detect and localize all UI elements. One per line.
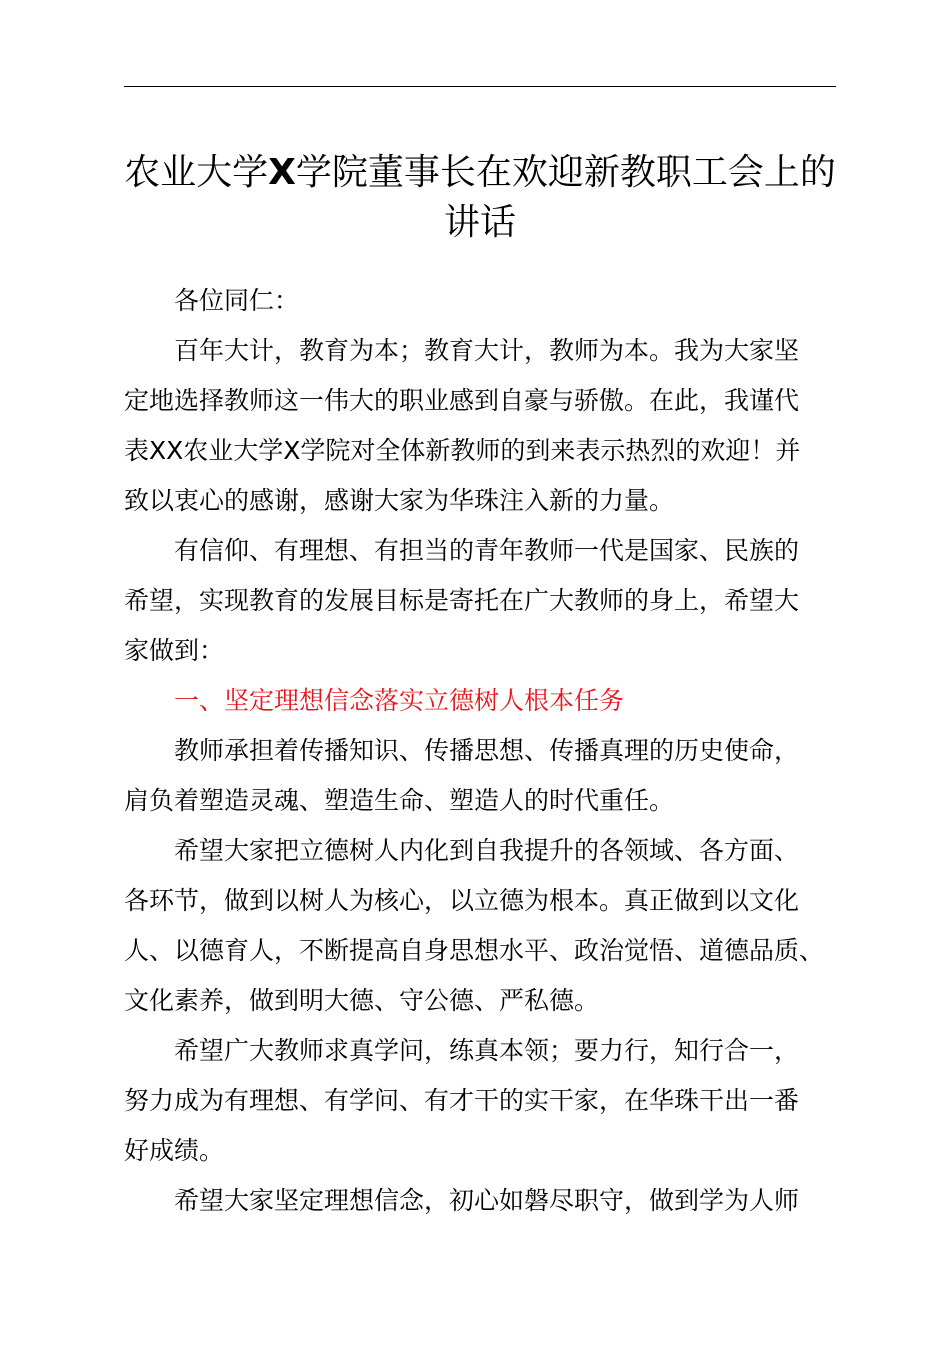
paragraph-4-line-1: 希望大家把立德树人内化到自我提升的各领域、各方面、 [174, 836, 800, 865]
title-text-part1: 农业大学 [124, 152, 269, 193]
paragraph-5-line-3: 好成绩。 [124, 1136, 225, 1165]
header-rule [124, 86, 836, 87]
paragraph-1-line-1: 百年大计，教育为本；教育大计，教师为本。我为大家坚 [174, 336, 800, 365]
paragraph-1-line-4: 致以衷心的感谢，感谢大家为华珠注入新的力量。 [124, 486, 675, 515]
paragraph-1-line-2: 定地选择教师这一伟大的职业感到自豪与骄傲。在此，我谨代 [124, 386, 800, 415]
paragraph-3-line-2: 肩负着塑造灵魂、塑造生命、塑造人的时代重任。 [124, 786, 675, 815]
paragraph-6-line-1: 希望大家坚定理想信念，初心如磐尽职守，做到学为人师 [174, 1186, 800, 1215]
paragraph-4-line-3: 人、以德育人，不断提高自身思想水平、政治觉悟、道德品质、 [124, 936, 825, 965]
title-text-part2: 学院董事长在欢迎新教职工会上的 [295, 152, 836, 193]
paragraph-4-line-2: 各环节，做到以树人为核心，以立德为根本。真正做到以文化 [124, 886, 800, 915]
paragraph-1-line-3: 表XX农业大学X学院对全体新教师的到来表示热烈的欢迎！并 [124, 436, 801, 465]
paragraph-2-line-1: 有信仰、有理想、有担当的青年教师一代是国家、民族的 [174, 536, 800, 565]
paragraph-4-line-4: 文化素养，做到明大德、守公德、严私德。 [124, 986, 600, 1015]
paragraph-3-line-1: 教师承担着传播知识、传播思想、传播真理的历史使命， [174, 736, 800, 765]
document-body [124, 276, 854, 1226]
title-line-2: 讲话 [443, 202, 516, 243]
paragraph-2-line-3: 家做到： [124, 636, 225, 665]
document-title [100, 148, 860, 248]
paragraph-5-line-2: 努力成为有理想、有学问、有才干的实干家，在华珠干出一番 [124, 1086, 800, 1115]
salutation: 各位同仁： [174, 286, 300, 315]
paragraph-5-line-1: 希望广大教师求真学问，练真本领；要力行，知行合一， [174, 1036, 800, 1065]
title-line-1 [100, 148, 860, 198]
paragraph-2-line-2: 希望，实现教育的发展目标是寄托在广大教师的身上，希望大 [124, 586, 800, 615]
section-heading-1: 一、坚定理想信念落实立德树人根本任务 [174, 686, 625, 715]
title-text-x: X [268, 152, 296, 193]
